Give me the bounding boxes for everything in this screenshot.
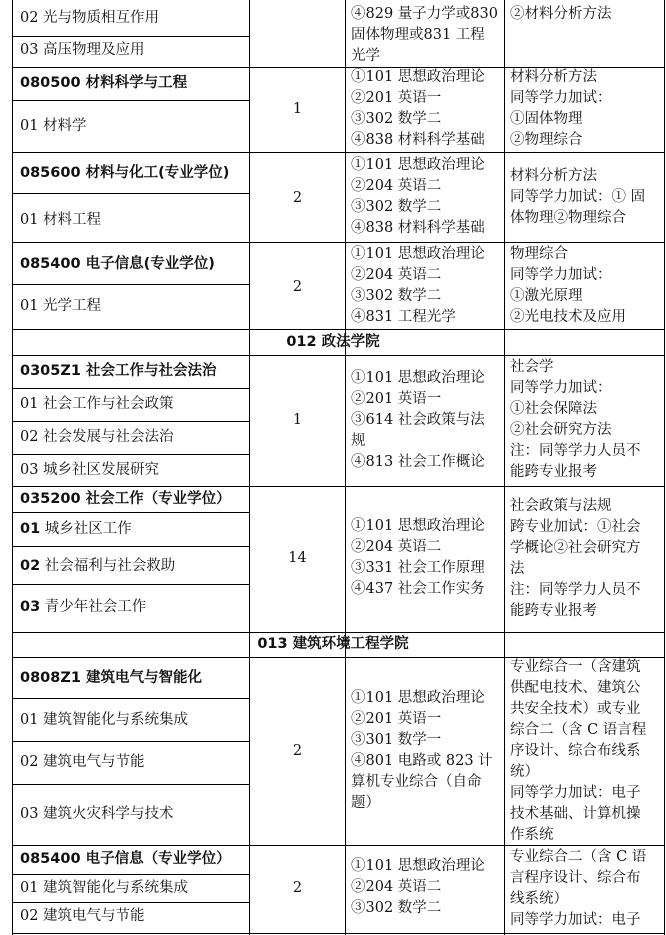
remarks: 专业综合二（含 C 语 言程序设计、综合布 线系统） 同等学力加试：电子	[510, 849, 647, 928]
exam-subjects: ①101 思想政治理论 ②204 英语二 ③302 数学二	[351, 858, 485, 916]
direction-cell: 02 建筑电气与节能	[20, 754, 145, 770]
direction-cell: 02 社会福利与社会救助	[20, 558, 176, 574]
enrollment-number: 1	[292, 101, 303, 117]
exam-subjects: ④829 量子力学或830 固体物理或831 工程 光学	[351, 6, 498, 64]
program-title: 085400 电子信息（专业学位）	[20, 851, 231, 867]
school-header: 012 政法学院	[286, 334, 380, 350]
direction-cell: 02 社会发展与社会法治	[20, 429, 174, 445]
direction-cell: 01 材料工程	[20, 212, 102, 228]
direction-cell: 01 城乡社区工作	[20, 521, 132, 537]
exam-subjects: ①101 思想政治理论 ②201 英语一 ③301 数学一 ④801 电路或 823 计 算机专业综合（自命 题）	[351, 690, 493, 811]
direction-cell: 03 高压物理及应用	[20, 42, 145, 58]
remarks: 物理综合 同等学力加试： ①激光原理 ②光电技术及应用	[510, 246, 626, 325]
enrollment-number: 2	[292, 190, 303, 206]
enrollment-number: 1	[292, 412, 303, 428]
exam-subjects: ①101 思想政治理论 ②204 英语二 ③302 数学二 ④831 工程光学	[351, 246, 485, 325]
exam-subjects: ①101 思想政治理论 ②201 英语一 ③302 数学二 ④838 材料科学基础	[351, 69, 485, 148]
program-title: 0305Z1 社会工作与社会法治	[20, 363, 217, 379]
program-title: 085400 电子信息(专业学位)	[20, 256, 215, 272]
exam-subjects: ①101 思想政治理论 ②201 英语一 ③614 社会政策与法 规 ④813 社会工作概论	[351, 370, 485, 470]
enrollment-number: 2	[292, 880, 303, 896]
program-title: 035200 社会工作（专业学位）	[20, 491, 231, 507]
direction-cell: 01 建筑智能化与系统集成	[20, 712, 189, 728]
exam-subjects: ①101 思想政治理论 ②204 英语二 ③331 社会工作原理 ④437 社会工作实务	[351, 518, 485, 597]
remarks: 材料分析方法 同等学力加试： ①固体物理 ②物理综合	[510, 69, 612, 148]
program-title: 080500 材料科学与工程	[20, 75, 188, 91]
direction-cell: 03 青少年社会工作	[20, 599, 147, 615]
school-header: 013 建筑环境工程学院	[257, 636, 409, 652]
remarks: 专业综合一（含建筑 供配电技术、建筑公 共安全技术）或专业 综合二（含 C 语言程 序设计、综合布线系 统） 同等学力加试：电子 技术基础、计算机操 作系统	[510, 659, 647, 843]
exam-subjects: ①101 思想政治理论 ②204 英语二 ③302 数学二 ④838 材料科学基础	[351, 157, 485, 236]
direction-cell: 03 建筑火灾科学与技术	[20, 806, 174, 822]
direction-cell: 03 城乡社区发展研究	[20, 462, 160, 478]
enrollment-number: 2	[292, 279, 303, 295]
enrollment-number: 14	[288, 550, 307, 566]
direction-cell: 01 建筑智能化与系统集成	[20, 880, 189, 896]
remarks: ②材料分析方法	[510, 6, 612, 22]
remarks: 社会学 同等学力加试： ①社会保障法 ②社会研究方法 注：同等学力人员不 能跨专业报考	[510, 359, 641, 480]
program-title: 085600 材料与化工(专业学位)	[20, 165, 230, 181]
direction-cell: 02 建筑电气与节能	[20, 908, 145, 924]
enrollment-number: 2	[292, 743, 303, 759]
direction-cell: 01 社会工作与社会政策	[20, 396, 174, 412]
direction-cell: 01 材料学	[20, 118, 87, 134]
direction-cell: 02 光与物质相互作用	[20, 10, 160, 26]
direction-cell: 01 光学工程	[20, 298, 102, 314]
remarks: 材料分析方法 同等学力加试：① 固 体物理②物理综合	[510, 168, 646, 226]
remarks: 社会政策与法规 跨专业加试：①社会 学概论②社会研究方 法 注：同等学力人员不 能跨专业报考	[510, 498, 641, 619]
program-title: 0808Z1 建筑电气与智能化	[20, 670, 203, 686]
